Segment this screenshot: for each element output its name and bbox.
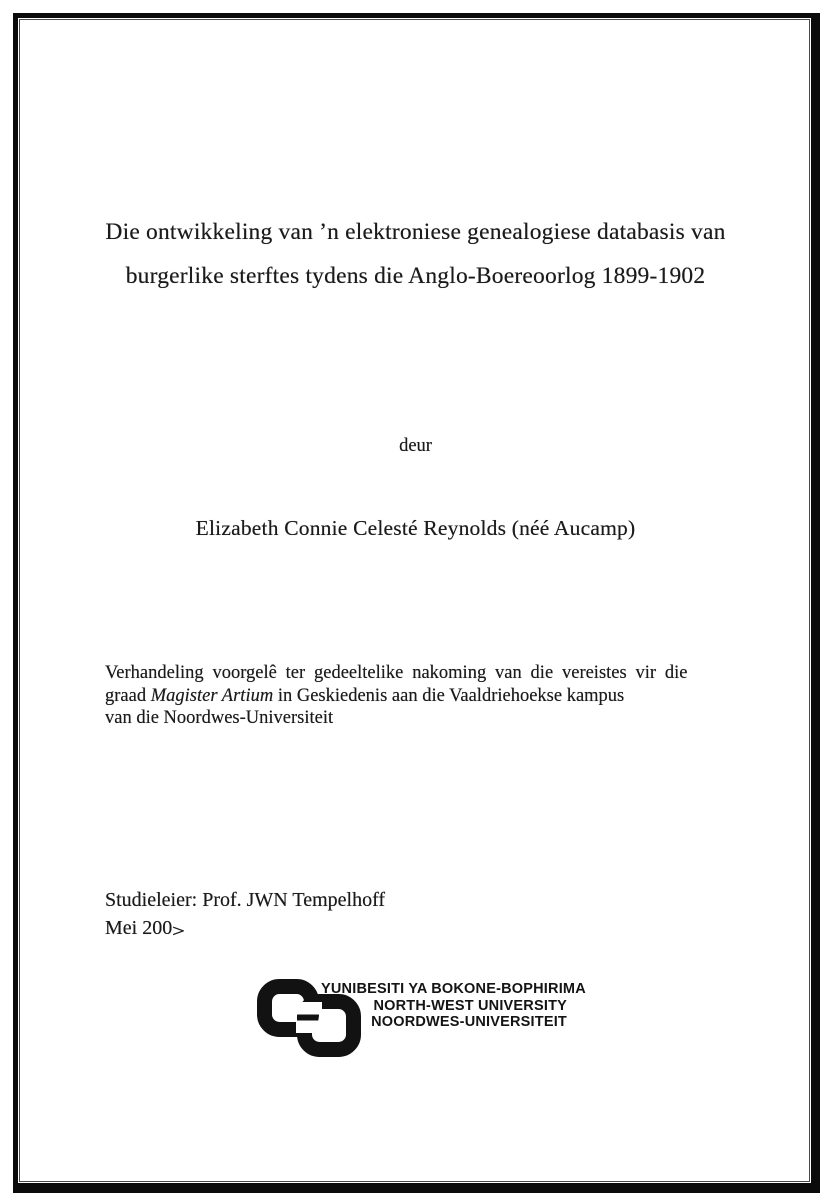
supervisor-block <box>105 886 605 942</box>
author-name: Elizabeth Connie Celesté Reynolds (néé Aucamp) <box>195 516 636 540</box>
date-seven-glyph: > <box>172 922 186 941</box>
degree-name-italic: Magister Artium <box>150 685 274 706</box>
submission-line2-suffix: in Geskiedenis aan die Vaaldriehoekse kampus <box>273 685 625 706</box>
thesis-title-line2: burgerlike sterftes tydens die Anglo-Boereoorlog 1899-1902 <box>125 263 706 289</box>
submission-statement <box>105 662 739 730</box>
logo-line-afrikaans: NOORDWES-UNIVERSITEIT <box>371 1014 567 1030</box>
byline-deur: deur <box>399 436 432 456</box>
date-line <box>105 914 605 942</box>
thesis-title-line1: Die ontwikkeling van ’n elektroniese genealogiese databasis van <box>105 219 726 245</box>
submission-line1: Verhandeling voorgelê ter gedeeltelike nakoming van die vereistes vir die <box>105 663 688 683</box>
submission-line2 <box>105 685 739 708</box>
university-logo <box>257 975 586 1061</box>
university-logo-text <box>321 981 586 1031</box>
date-text: Mei 200 <box>105 917 173 939</box>
logo-line-setswana: YUNIBESITI YA BOKONE-BOPHIRIMA <box>321 981 586 997</box>
submission-line2-prefix: graad <box>105 685 151 706</box>
logo-line-english: NORTH-WEST UNIVERSITY <box>373 997 567 1014</box>
thesis-title <box>60 210 771 298</box>
supervisor-line: Studieleier: Prof. JWN Tempelhoff <box>105 889 386 911</box>
submission-line3: van die Noordwes-Universiteit <box>105 708 334 728</box>
